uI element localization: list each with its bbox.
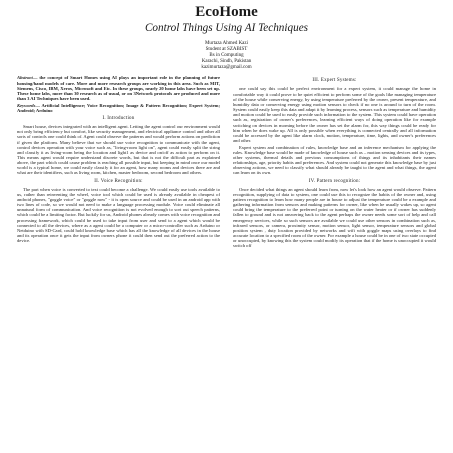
abstract-text: — the concept of Smart Homes using AI plays an important role in the planning of future housing/hand models of care. More and more research groups are working in this area. Such as MIT, Siemens, Cisco, IBM, Xerox, Microsoft and Etc. In these groups, nearly 20 home labs have been set up. These home labs, more than 30 research as of usual, or on 3Network protocols are produced and more than 3 AI Techniques have been used. [17,75,220,102]
body-columns [17,75,436,250]
keywords-text: — Artificial Intelligence; Voice Recognition; Image & Pattern Recognition; Expert System; Android; Arduino [17,102,220,113]
expert-systems-paragraph-2: Expert system and combination of rules, knowledge base and an inference mechanism for applying the rules. Knowledge base would be made of knowledge of house such as – motion sensing devices and its types, other systems, thermal details and previous consumptions of things and its inhabitants their names relationships, age, priority habits and preferences. And system could not generate this knowledge base by just observing actions, we need to classify what should already be taught to the agent and what things, the agent can learn on its own. [233,144,436,176]
author-affiliation: Student at SZABIST [205,47,248,53]
author-block [17,41,436,71]
right-column [233,75,436,250]
keywords-label: Keywords [17,102,36,108]
voice-recognition-paragraph: The part when voice is converted to text could become a challenge. We could easily use tools available to us, rather than reinventing the wheel, voice tool which could be used is already available in cheapest of android phones, "goggle voice" or "goggle now" - it is open source and could be used in an android app with two lines of code, so we would not need to make a language processing module. Voice could eliminate all unnatural form of communication. And voice recognition is not evolved enough to sort out speech patterns, which could be a limiting factor. But luckily for us, Android phones already comes with voice recognition and processing framework, which could be used to take input from user and send to a agent which would be connected to all the devices, where as a agent could be a computer or a micro-controller such as Arduino or Netduino with SD-Card, could hold knowledge base which has all the knowledge of all devices in the house and its operation once it gets the input from owners phone it could then send out the preferred action to the device. [17,186,220,244]
author-name: Murtaza Ahmed Kazi [204,41,249,46]
section-heading-introduction: I. Introduction [102,116,135,122]
expert-systems-paragraph-1: one could say this could be perfect environment for a expert system, it could manage the home in comfortable way it could prove to be quiet efficient to perform some of the goals like managing temperature of the house while conserving energy, by using temperature preferred by the owner, present temperature, and humidity data or conserving energy using motion sensors to check if no one is around to turn of the room. System could easily keep this data and adapt it by learning process, sensors such as temperature and humidity and motion could be used to easily provide such information to the system. This system could have operation such as, registration of owner's preferences, learning efficient ways of doing operation like for example switching on devices in morning before the owner has set the alarm for, this way things could be ready for him when he does wake up. All is only possible when everything is connected centrally and all information could be accessed by the agent like alarm clock, motion, temperature, time, lights, and owner's preferences and other. [233,86,436,144]
section-heading-pattern-recognition: IV. Pattern recognition: [308,178,361,184]
paper-title: EcoHome [195,4,258,20]
paper-subtitle: Control Things Using AI Techniques [144,22,309,34]
left-column [17,75,220,244]
abstract-label: Abstract [17,75,33,81]
author-degree: Bs in Computing [209,53,244,59]
introduction-paragraph: Smart house, devices integrated with an intelligent agent. Letting the agent control our environment would not only bring efficiency but comfort, like security management, and electrical appliance control and other all sorts of controls one could think of. Agent could observe the patterns and would perform actions on prediction if given the platform. Many believe that we should use voice recognition to communicate with the agent, control devices operation with your voice such as, "living-room light on", agent could easily split the string and classify it as living-room being the location and light1 as device and on/off as action to perform on it. This means agent would require understand discrete words, but that is not the difficult part as explained above, the part which could cause problem is reaching all possible input, but keeping in mind once our model world is a typical home, we could easily classify it for an agent, how many rooms and devices there are and what are their identifiers, such as living room, kitchen, master bedroom, second bedroom and others. [17,124,220,176]
author-location: Karachi, Sindh, Pakistan [201,59,252,65]
abstract-paragraph [17,75,220,101]
keywords-paragraph [17,103,220,113]
pattern-recognition-paragraph: Once decided what things an agent should learn from, now let's look how an agent would observe. Pattern recognition, supplying of data to system, one could use this to recognize the habits of the owner and, using pattern recognition to learn how many people are in house to adjust the temperature could be a example and gathering information from sensors and making patterns for owner, like when he usually wakes up, so agent could bring the temperature to the preferred point or turning on the water heater or if owner has suddenly fallen to ground and is not answering back to the agent perhaps the owner needs some sort of help and call emergency services, while so such sensors are available we could use other sensors in combination such as, infrared sensors, or camera, proximity sensor, motion sensor, light sensor, temperature sensors and global position system , duty location provided by networks and wifi with goggle maps using overlays to find accurate location to a specified room of the owner. For example a house could be in one of two state occupied or unoccupied, by knowing this the system could modify its operation that if the home is unoccupied it would switch off [233,186,436,249]
section-heading-voice-recognition: II. Voice Recognition: [94,178,143,184]
author-email: kazimurtaza@gmail.com [201,65,252,71]
section-heading-expert-systems: III. Expert Systems: [312,78,357,84]
